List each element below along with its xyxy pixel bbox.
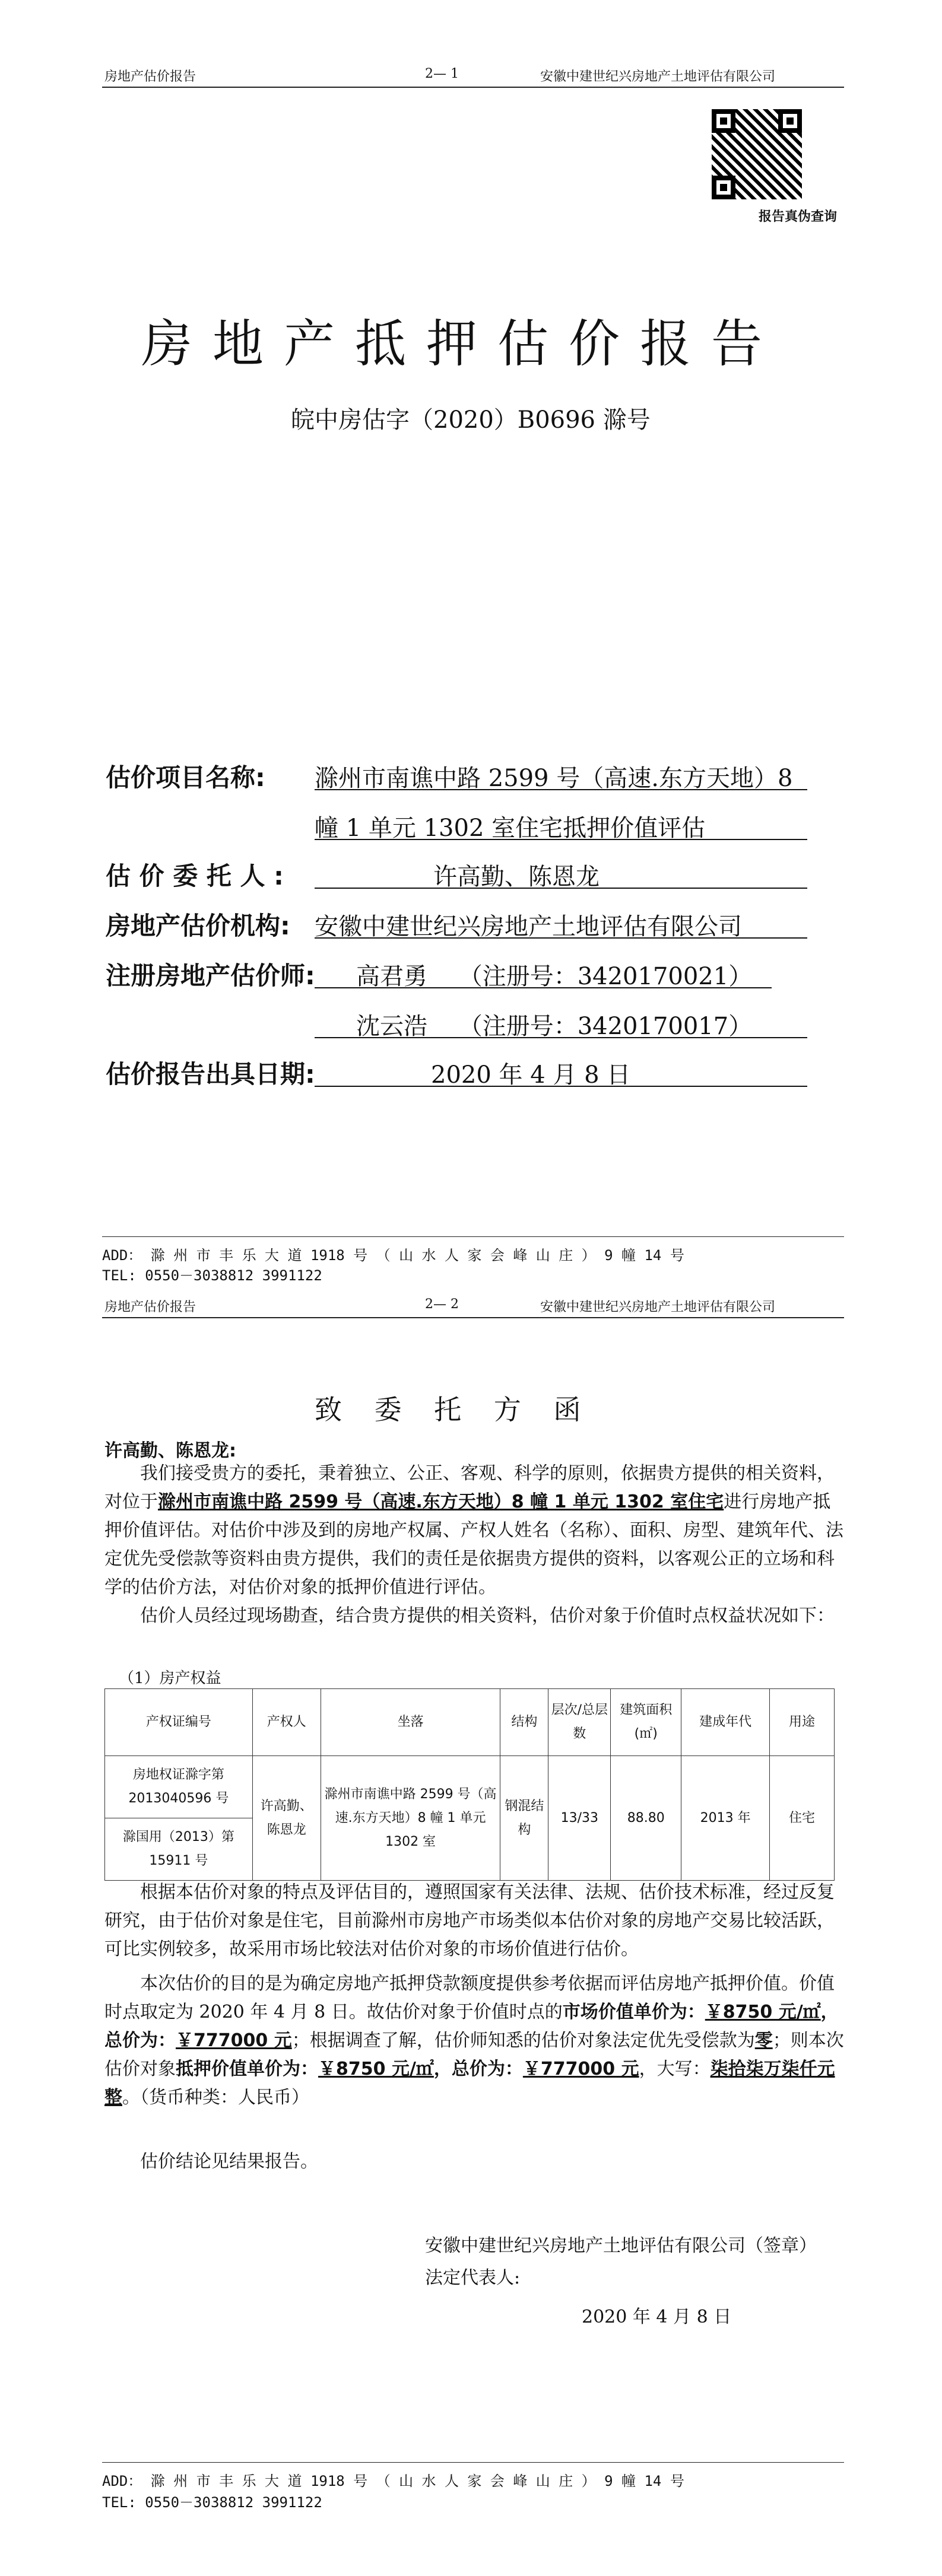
para4-text-f: 。（货币种类：人民币） (122, 2087, 309, 2108)
footer-rule (102, 2462, 844, 2463)
table-header-row (105, 1689, 835, 1756)
appraiser-2: 沈云浩 （注册号：3420170017） (356, 1013, 753, 1040)
signature-representative: 法定代表人: (425, 2267, 521, 2288)
footer-address: ADD： 滁 州 市 丰 乐 大 道 1918 号 （ 山 水 人 家 会 峰 山 庄 ） 9 幢 14 号 (102, 1247, 684, 1264)
header-page-number: 2— 2 (425, 1297, 459, 1312)
th-floor: 层次/总层数 (548, 1689, 611, 1756)
cell-usage: 住宅 (770, 1756, 835, 1881)
para4-market-total-value: ￥777000 元 (176, 2030, 292, 2051)
para4-amount-in-words: 柒拾柒万柒仟元整 (104, 2059, 835, 2108)
header-right: 安徽中建世纪兴房地产土地评估有限公司 (540, 1300, 776, 1315)
appraiser-label: 注册房地产估价师: (106, 961, 315, 990)
header-left: 房地产估价报告 (104, 69, 196, 84)
agency-label: 房地产估价机构: (106, 911, 290, 940)
para1-address: 滁州市南谯中路 2599 号（高速.东方天地）8 幢 1 单元 1302 室住宅 (158, 1491, 724, 1512)
th-area: 建筑面积(㎡) (611, 1689, 681, 1756)
signature-date: 2020 年 4 月 8 日 (582, 2307, 732, 2327)
para4-mortgage-total-value: ￥777000 元 (522, 2059, 639, 2079)
qr-caption: 报告真伪查询 (759, 209, 838, 224)
th-owner: 产权人 (252, 1689, 321, 1756)
cell-location: 滁州市南谯中路 2599 号（高速.东方天地）8 幢 1 单元 1302 室 (321, 1756, 500, 1881)
paragraph-2: 估价人员经过现场勘查，结合贵方提供的相关资料，估价对象于价值时点权益状况如下： (140, 1605, 835, 1626)
th-location: 坐落 (321, 1689, 500, 1756)
para4-text-e: ，大写： (639, 2059, 711, 2079)
signature-company: 安徽中建世纪兴房地产土地评估有限公司（签章） (425, 2235, 817, 2256)
appraiser-underline-2 (315, 1037, 807, 1038)
cell-area: 88.80 (611, 1756, 681, 1881)
project-line-2: 幢 1 单元 1302 室住宅抵押价值评估 (315, 815, 706, 842)
date-underline (315, 1086, 807, 1087)
para1-text-b: 进行房地产抵押价值评估。对估价中涉及到的房地产权属、产权人姓名（名称）、面积、房型、建筑年代、法定优先受偿款等资料由贵方提供，我们的责任是依据贵方提供的资料，以客观公正的立场和科学的估价方法，对估价对象的抵押价值进行评估。 (104, 1491, 843, 1598)
header-rule (102, 87, 844, 88)
date-label: 估价报告出具日期: (106, 1060, 315, 1089)
paragraph-3: 根据本估价对象的特点及评估目的，遵照国家有关法律、法规、估价技术标准，经过反复研究，由于估价对象是住宅，目前滁州市房地产市场类似本估价对象的房地产交易比较活跃，可比实例较多，故采用市场比较法对估价对象的市场价值进行估价。 (104, 1882, 835, 1960)
paragraph-5: 估价结论见结果报告。 (140, 2151, 318, 2172)
para4-mortgage-unit-value: ￥8750 元/㎡ (318, 2059, 434, 2079)
th-year: 建成年代 (681, 1689, 770, 1756)
footer-tel: TEL: 0550－3038812 3991122 (102, 1267, 322, 1284)
qr-code[interactable] (711, 109, 803, 200)
footer-tel: TEL: 0550－3038812 3991122 (102, 2494, 322, 2511)
cell-year: 2013 年 (681, 1756, 770, 1881)
table-row (105, 1756, 835, 1818)
para4-market-unit-label: 市场价值单价为： (562, 2002, 705, 2022)
para4-mortgage-total-label: ，总价为： (433, 2059, 523, 2079)
client-value: 许高勤、陈恩龙 (433, 863, 600, 891)
project-underline-2 (315, 839, 807, 840)
appraiser-1: 高君勇 （注册号：3420170021） (356, 963, 753, 990)
project-underline-1 (315, 789, 807, 790)
cell-structure: 钢混结构 (500, 1756, 548, 1881)
header-right: 安徽中建世纪兴房地产土地评估有限公司 (540, 69, 776, 84)
client-underline (315, 888, 807, 889)
letter-title: 致 委 托 方 函 (315, 1394, 593, 1426)
header-left: 房地产估价报告 (104, 1300, 196, 1315)
report-title: 房地产抵押估价报告 (141, 314, 782, 374)
project-label: 估价项目名称: (106, 763, 265, 792)
para4-text-a: 本次估价的目的是为确定房地产抵押贷款额度提供参考依据而评估房地产抵押价值。价值时点取定为 2020 年 4 月 8 日。故估价对象于价值时点的 (104, 1973, 835, 2022)
para4-text-d: ；则本次估价对象 (104, 2030, 844, 2079)
cell-floor: 13/33 (548, 1756, 611, 1881)
para4-market-unit-value: ￥8750 元/㎡ (705, 2002, 821, 2022)
footer-address: ADD： 滁 州 市 丰 乐 大 道 1918 号 （ 山 水 人 家 会 峰 山 庄 ） 9 幢 14 号 (102, 2473, 684, 2489)
date-value: 2020 年 4 月 8 日 (431, 1061, 631, 1089)
rights-table (104, 1688, 835, 1881)
salutation: 许高勤、陈恩龙: (104, 1440, 236, 1461)
agency-value: 安徽中建世纪兴房地产土地评估有限公司 (315, 913, 742, 940)
appraiser-underline-1 (315, 987, 772, 988)
th-usage: 用途 (770, 1689, 835, 1756)
project-line-1: 滁州市南谯中路 2599 号（高速.东方天地）8 (315, 765, 793, 792)
report-number: 皖中房估字（2020）B0696 滁号 (291, 406, 651, 434)
para4-mortgage-unit-label: 抵押价值单价为： (176, 2059, 318, 2079)
cell-owner: 许高勤、陈恩龙 (252, 1756, 321, 1881)
section-rights-title: （1）房产权益 (119, 1669, 221, 1687)
para4-priority-value: 零 (754, 2030, 773, 2051)
para4-text-c: ；根据调查了解，估价师知悉的估价对象法定优先受偿款为 (291, 2030, 755, 2051)
cell-cert-2: 滁国用（2013）第 15911 号 (105, 1818, 253, 1881)
th-cert: 产权证编号 (105, 1689, 253, 1756)
client-label: 估 价 委 托 人 : (106, 861, 284, 891)
agency-underline (315, 937, 807, 939)
header-page-number: 2— 1 (425, 66, 459, 81)
para4-market-total-label: ，总价为： (104, 2002, 839, 2051)
header-rule (102, 1317, 844, 1318)
footer-rule (102, 1236, 844, 1237)
paragraph-1 (104, 1459, 844, 1602)
para1-text-a: 我们接受贵方的委托，秉着独立、公正、客观、科学的原则，依据贵方提供的相关资料，对位于 (104, 1463, 835, 1512)
paragraph-4 (104, 1970, 844, 2112)
th-structure: 结构 (500, 1689, 548, 1756)
cell-cert-1: 房地权证滁字第 2013040596 号 (105, 1756, 253, 1818)
